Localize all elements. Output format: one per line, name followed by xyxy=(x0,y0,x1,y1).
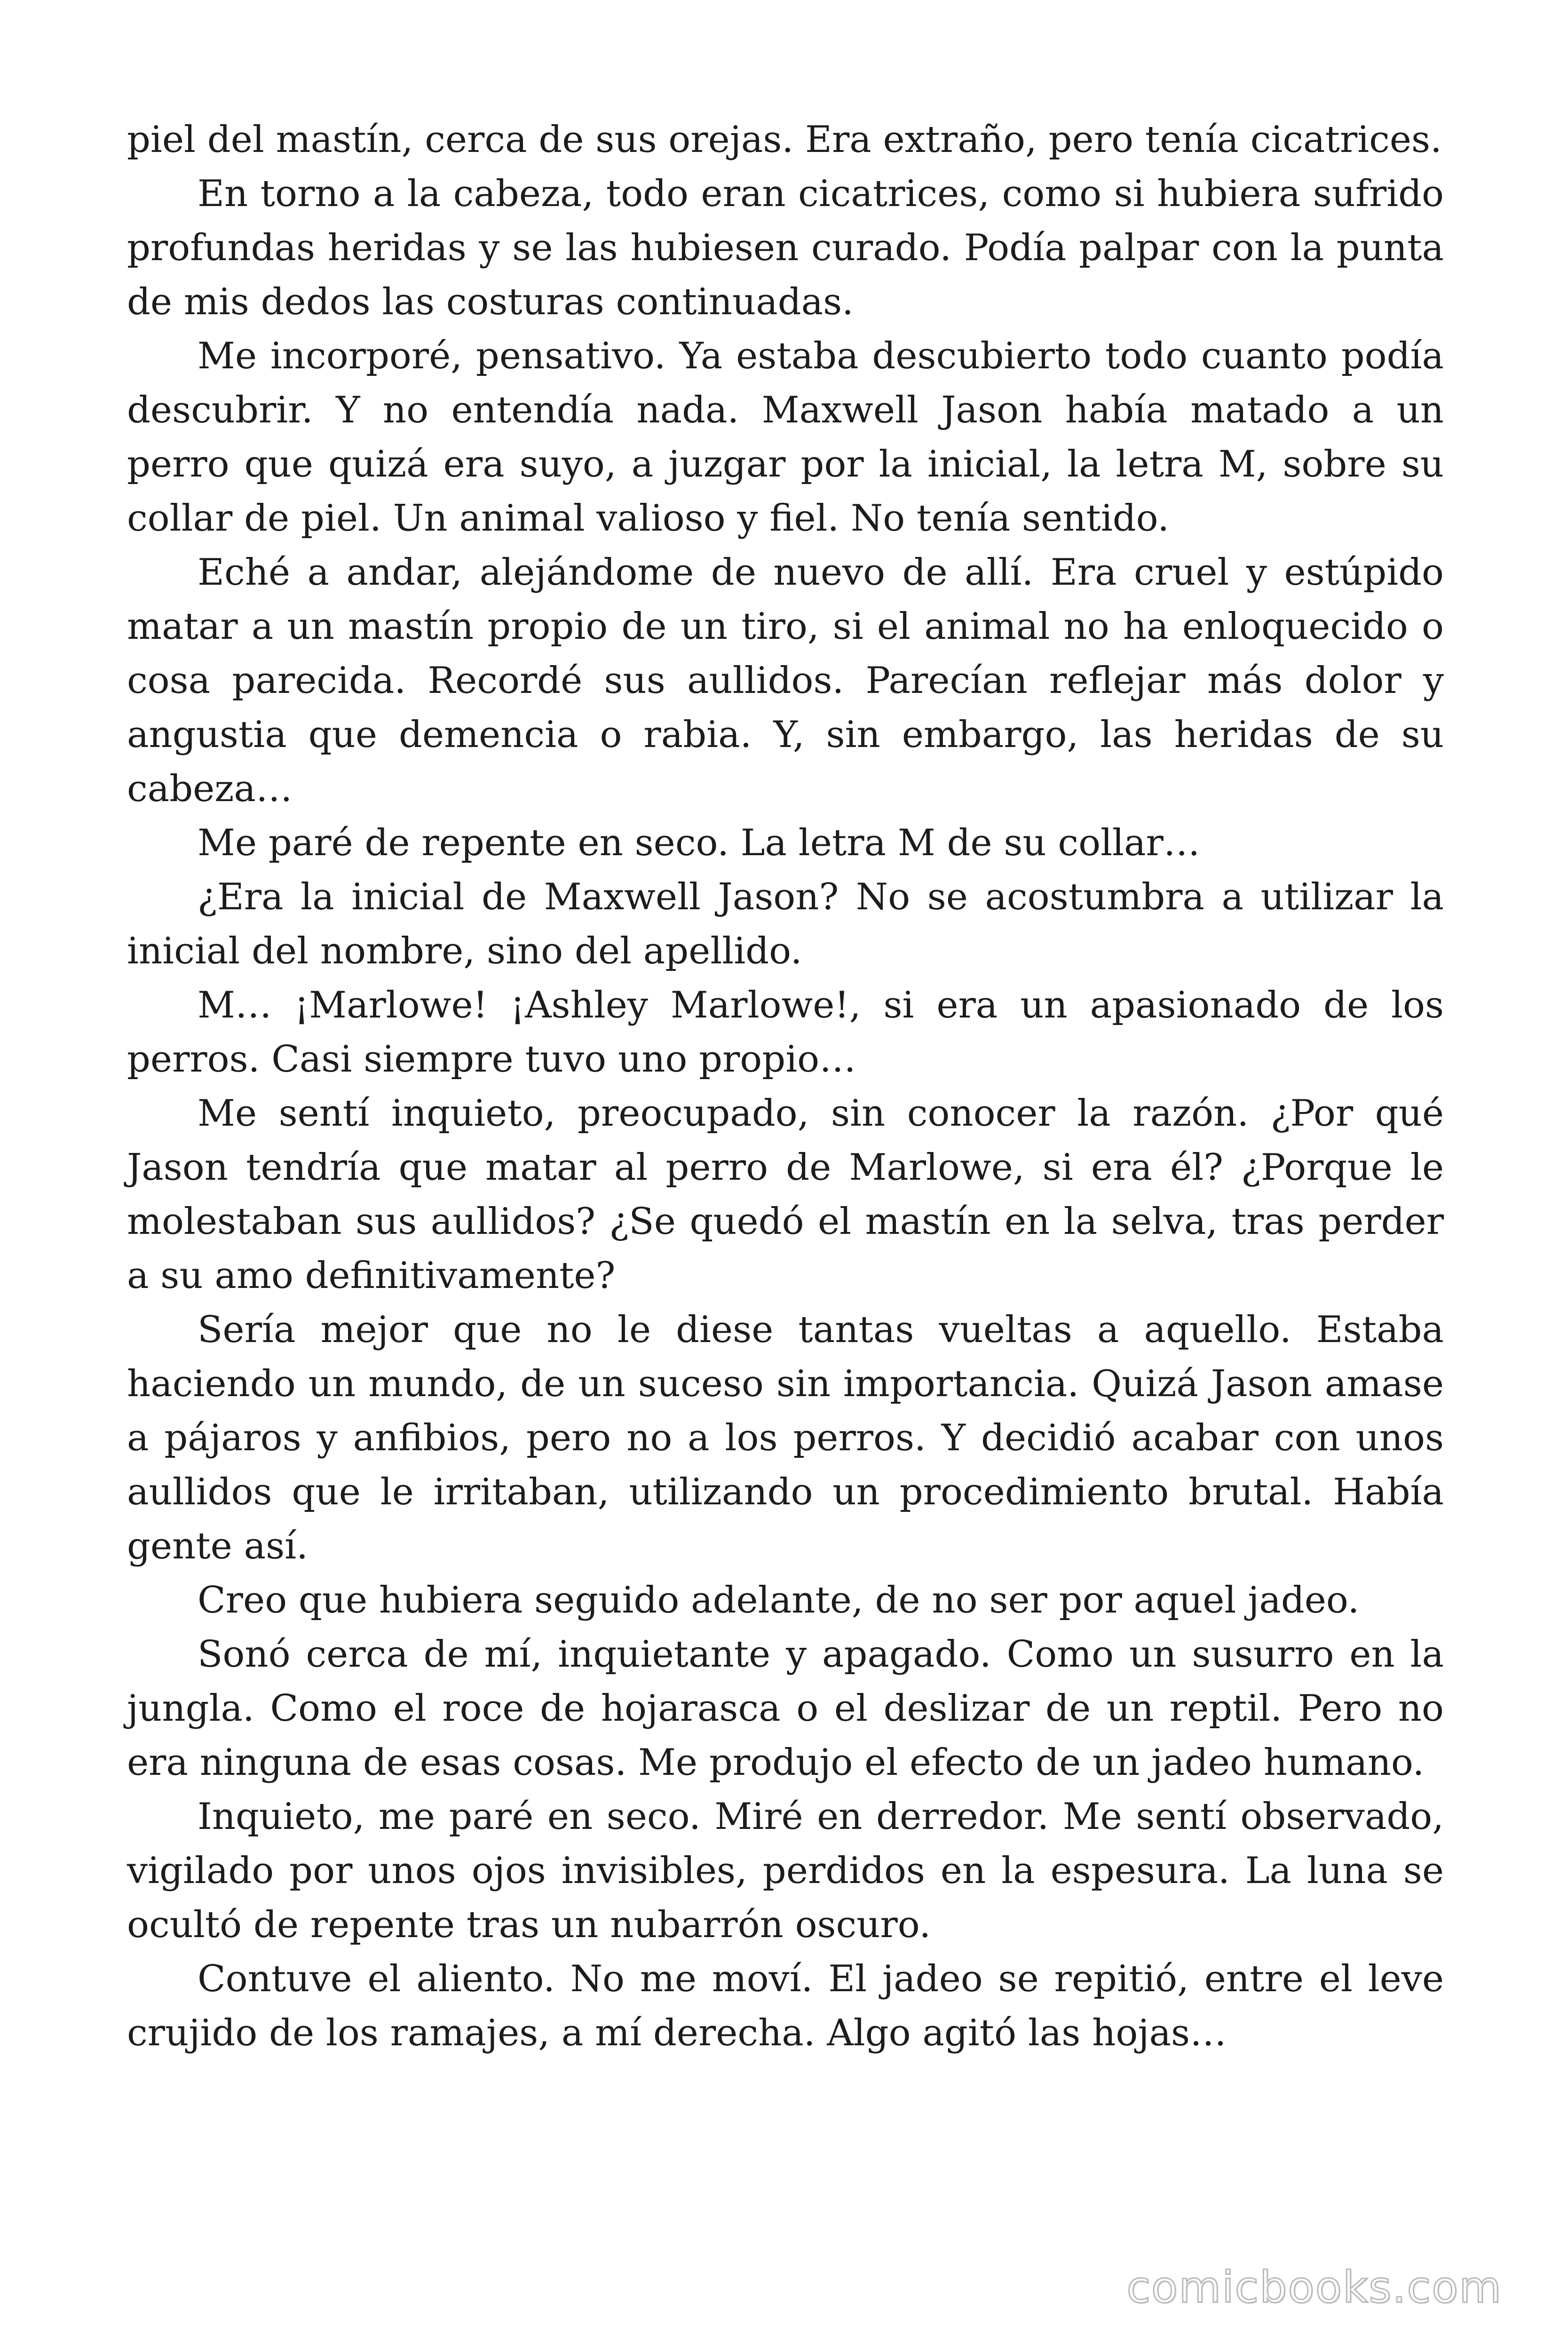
paragraph: Eché a andar, alejándome de nuevo de allí. Era cruel y estúpido matar a un mastín propio de un tiro, si el animal no ha enloquecido o cosa parecida. Recordé sus aullidos. Parecían reflejar más dolor y angustia que demencia o rabia. Y, sin embargo, las heridas de su cabeza… xyxy=(127,551,1444,810)
paragraph: M… ¡Marlowe! ¡Ashley Marlowe!, si era un apasionado de los perros. Casi siempre tuvo uno propio… xyxy=(127,984,1444,1081)
paragraph: Me paré de repente en seco. La letra M de su collar… xyxy=(198,822,1200,864)
paragraph: Me sentí inquieto, preocupado, sin conocer la razón. ¿Por qué Jason tendría que matar al perro de Marlowe, si era él? ¿Porque le molestaban sus aullidos? ¿Se quedó el mastín en la selva, tras perder a su amo definitivamente? xyxy=(127,1092,1444,1297)
body-text xyxy=(127,113,1444,2060)
paragraph: Creo que hubiera seguido adelante, de no ser por aquel jadeo. xyxy=(198,1579,1360,1621)
paragraph: Me incorporé, pensativo. Ya estaba descubierto todo cuanto podía descubrir. Y no entendía nada. Maxwell Jason había matado a un perro que quizá era suyo, a juzgar por la inicial, la letra M, sobre su collar de piel. Un animal valioso y fiel. No tenía sentido. xyxy=(127,335,1444,540)
paragraph: Contuve el aliento. No me moví. El jadeo se repitió, entre el leve crujido de los ramajes, a mí derecha. Algo agitó las hojas… xyxy=(127,1958,1444,2054)
paragraph: ¿Era la inicial de Maxwell Jason? No se acostumbra a utilizar la inicial del nombre, sino del apellido. xyxy=(127,876,1444,972)
paragraph: Sería mejor que no le diese tantas vueltas a aquello. Estaba haciendo un mundo, de un suceso sin importancia. Quizá Jason amase a pájaros y anfibios, pero no a los perros. Y decidió acabar con unos aullidos que le irritaban, utilizando un procedimiento brutal. Había gente así. xyxy=(127,1309,1444,1567)
watermark-logo: comicbooks.com xyxy=(1126,2262,1502,2312)
paragraph: En torno a la cabeza, todo eran cicatrices, como si hubiera sufrido profundas heridas y se las hubiesen curado. Podía palpar con la punta de mis dedos las costuras continuadas. xyxy=(127,173,1444,323)
paragraph: Inquieto, me paré en seco. Miré en derredor. Me sentí observado, vigilado por unos ojos invisibles, perdidos en la espesura. La luna se ocultó de repente tras un nubarrón oscuro. xyxy=(127,1796,1444,1946)
paragraph-continued: piel del mastín, cerca de sus orejas. Era extraño, pero tenía cicatrices. xyxy=(127,119,1442,161)
paragraph: Sonó cerca de mí, inquietante y apagado. Como un susurro en la jungla. Como el roce de hojarasca o el deslizar de un reptil. Pero no era ninguna de esas cosas. Me produjo el efecto de un jadeo humano. xyxy=(127,1633,1444,1784)
